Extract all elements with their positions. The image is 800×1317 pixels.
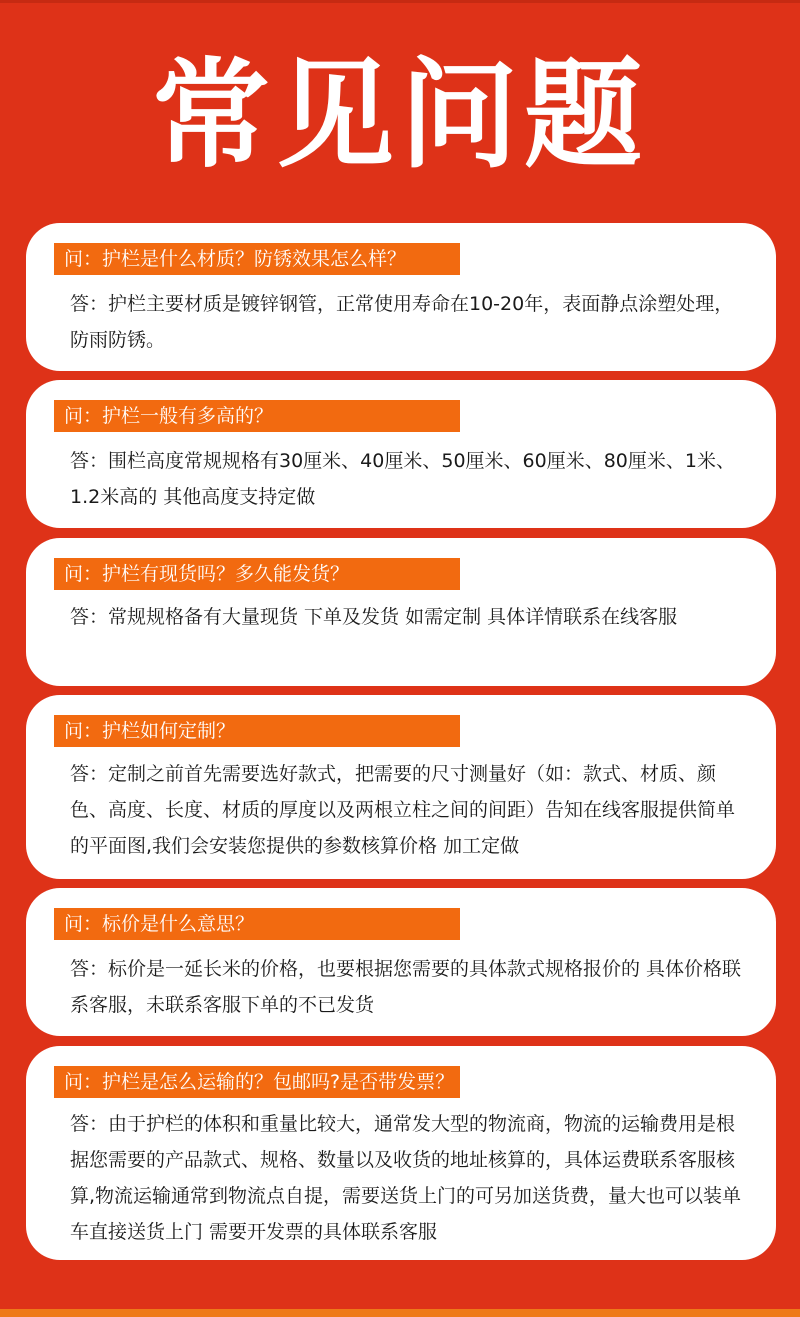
faq-answer-4: 答：定制之前首先需要选好款式，把需要的尺寸测量好（如：款式、材质、颜色、高度、长度、材质的厚度以及两根立柱之间的间距）告知在线客服提供简单的平面图,我们会安装您提供的参数核算价格 加工定做 — [70, 763, 736, 857]
faq-answer-3: 答：常规规格备有大量现货 下单及发货 如需定制 具体详情联系在线客服 — [70, 606, 678, 628]
faq-question-2: 问：护栏一般有多高的？ — [54, 400, 460, 432]
page-title: 常见问题 — [151, 46, 648, 184]
faq-card-4 — [26, 695, 776, 879]
faq-answer-5: 答：标价是一延长米的价格，也要根据您需要的具体款式规格报价的 具体价格联系客服，未联系客服下单的不已发货 — [70, 958, 742, 1016]
faq-card-5 — [26, 888, 776, 1036]
faq-card-6 — [26, 1046, 776, 1260]
faq-card-2 — [26, 380, 776, 528]
faq-answer-1: 答：护栏主要材质是镀锌钢管，正常使用寿命在10-20年，表面静点涂塑处理，防雨防锈。 — [70, 293, 734, 351]
bottom-edge-stripe — [0, 1309, 800, 1317]
faq-question-6: 问：护栏是怎么运输的？包邮吗?是否带发票？ — [54, 1066, 460, 1098]
top-edge-stripe — [0, 0, 800, 3]
faq-card-1 — [26, 223, 776, 371]
faq-question-1: 问：护栏是什么材质？防锈效果怎么样？ — [54, 243, 460, 275]
faq-answer-6: 答：由于护栏的体积和重量比较大，通常发大型的物流商，物流的运输费用是根据您需要的产品款式、规格、数量以及收货的地址核算的，具体运费联系客服核算,物流运输通常到物流点自提，需要送货上门的可另加送货费，量大也可以装单车直接送货上门 需要开发票的具体联系客服 — [70, 1113, 742, 1243]
faq-question-4: 问：护栏如何定制？ — [54, 715, 460, 747]
faq-question-3: 问：护栏有现货吗？多久能发货？ — [54, 558, 460, 590]
faq-question-5: 问：标价是什么意思？ — [54, 908, 460, 940]
faq-card-3 — [26, 538, 776, 686]
faq-answer-2: 答：围栏高度常规规格有30厘米、40厘米、50厘米、60厘米、80厘米、1米、1.2米高的 其他高度支持定做 — [70, 450, 735, 508]
